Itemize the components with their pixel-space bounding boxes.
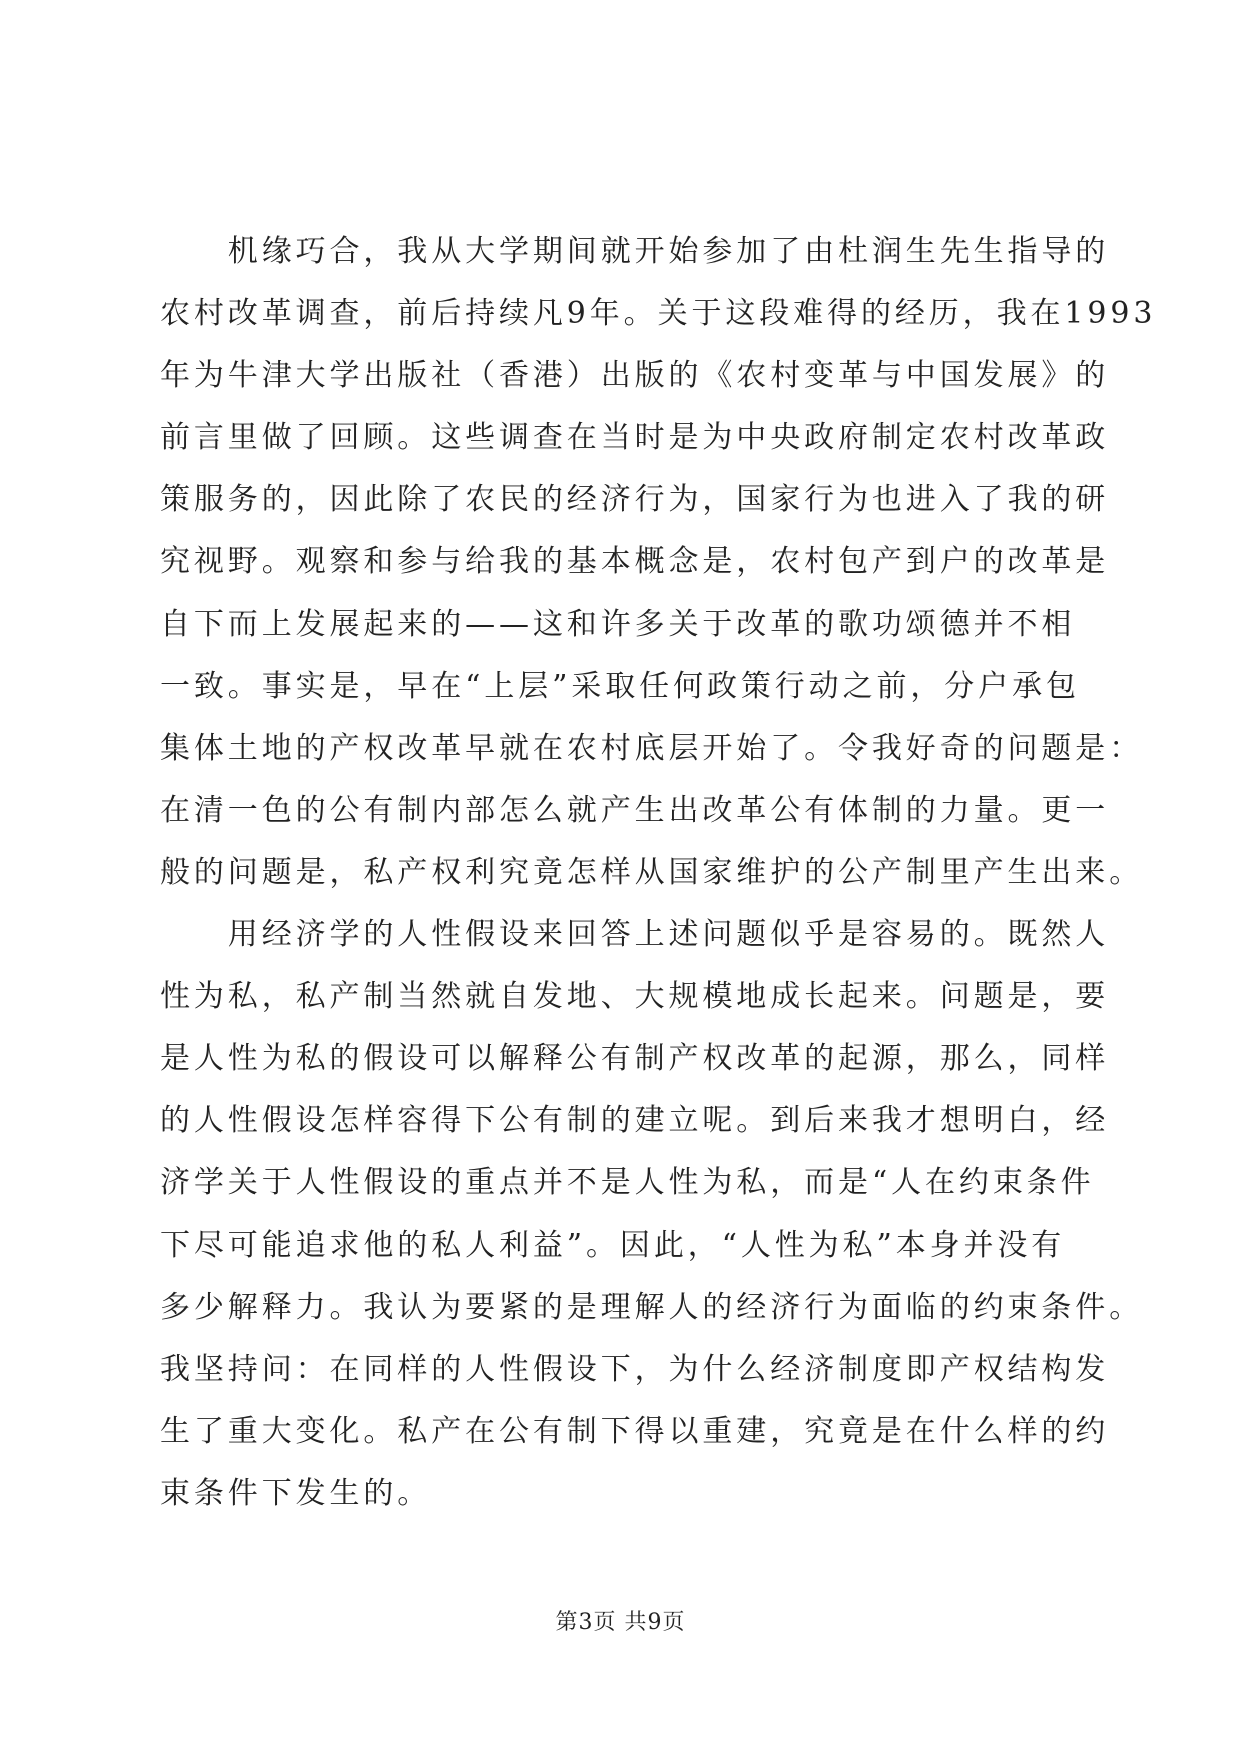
- text-line: 一致。事实是，早在“上层”采取任何政策行动之前，分户承包: [160, 668, 1080, 704]
- page-footer: [0, 1605, 1241, 1636]
- text-line: 多少解释力。我认为要紧的是理解人的经济行为面临的约束条件。: [160, 1289, 1144, 1325]
- body-text: [160, 221, 1157, 1525]
- page-number-label: 第3页 共9页: [555, 1610, 686, 1635]
- text-line: 在清一色的公有制内部怎么就产生出改革公有体制的力量。更一: [160, 792, 1110, 828]
- text-line: 是人性为私的假设可以解释公有制产权改革的起源，那么，同样: [160, 1041, 1110, 1077]
- text-line: 前言里做了回顾。这些调查在当时是为中央政府制定农村改革政: [160, 420, 1110, 456]
- text-line: 下尽可能追求他的私人利益”。因此，“人性为私”本身并没有: [160, 1227, 1066, 1263]
- text-line: 生了重大变化。私产在公有制下得以重建，究竟是在什么样的约: [160, 1413, 1110, 1449]
- text-line: 机缘巧合，我从大学期间就开始参加了由杜润生先生指导的: [160, 234, 1110, 269]
- text-line: 性为私，私产制当然就自发地、大规模地成长起来。问题是，要: [160, 979, 1110, 1015]
- text-line: 济学关于人性假设的重点并不是人性为私，而是“人在约束条件: [160, 1165, 1095, 1201]
- text-line: 农村改革调查，前后持续凡9年。关于这段难得的经历，我在1993: [160, 296, 1157, 332]
- text-line: 年为牛津大学出版社（香港）出版的《农村变革与中国发展》的: [160, 358, 1110, 394]
- text-line: 究视野。观察和参与给我的基本概念是，农村包产到户的改革是: [160, 544, 1110, 580]
- text-line: 用经济学的人性假设来回答上述问题似乎是容易的。既然人: [160, 917, 1110, 953]
- text-line: 的人性假设怎样容得下公有制的建立呢。到后来我才想明白，经: [160, 1103, 1110, 1139]
- text-line: 自下而上发展起来的——这和许多关于改革的歌功颂德并不相: [160, 606, 1076, 642]
- text-line: 般的问题是，私产权利究竟怎样从国家维护的公产制里产生出来。: [160, 854, 1144, 890]
- text-line: 我坚持问：在同样的人性假设下，为什么经济制度即产权结构发: [160, 1351, 1110, 1387]
- text-line: 策服务的，因此除了农民的经济行为，国家行为也进入了我的研: [160, 482, 1110, 518]
- text-line: 集体土地的产权改革早就在农村底层开始了。令我好奇的问题是：: [160, 730, 1144, 766]
- text-line: 束条件下发生的。: [160, 1475, 432, 1511]
